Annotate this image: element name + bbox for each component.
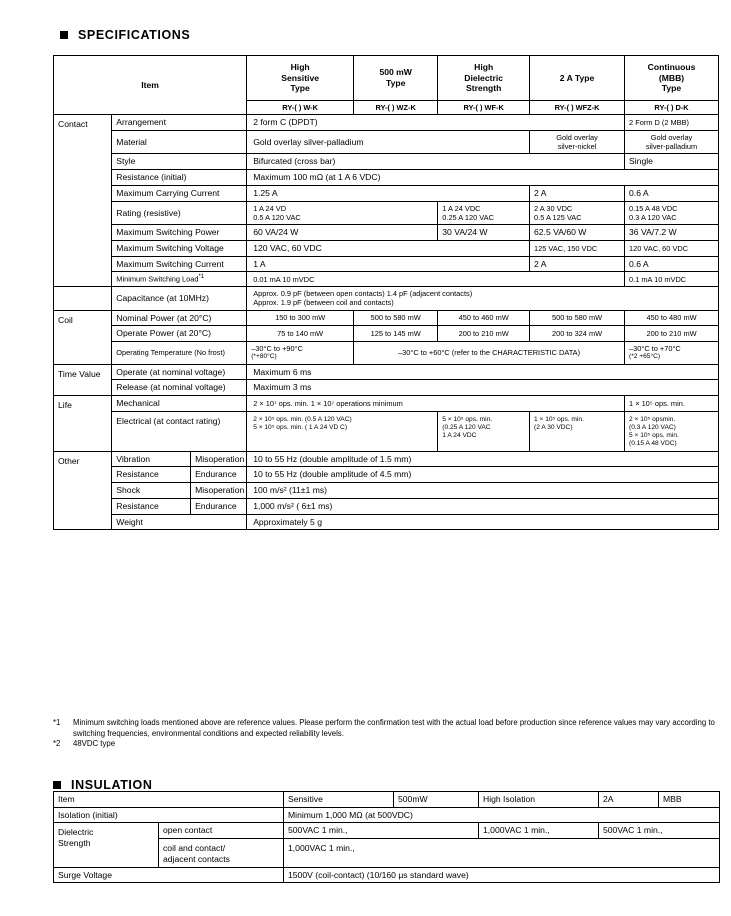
- specifications-table: [53, 55, 719, 530]
- ins-coil-contact-value: 1,000VAC 1 min.,: [284, 839, 720, 867]
- ins-dielectric-col-a: 500VAC 1 min.,: [284, 823, 479, 839]
- footnote-2-mark: *2: [53, 739, 61, 749]
- ins-dielectric-col-b: 1,000VAC 1 min.,: [479, 823, 599, 839]
- max-switching-current-col1-3: 1 A: [247, 256, 530, 272]
- header-col5-line1: Continuous: [647, 61, 696, 72]
- header-col1-line3: Type: [290, 83, 310, 94]
- header-col3-line1: High: [474, 61, 494, 72]
- vibration-endurance-value: 10 to 55 Hz (double amplitude of 4.5 mm): [247, 467, 719, 483]
- row-label-max-carrying-current: Maximum Carrying Current: [112, 185, 247, 201]
- ins-header-item: Item: [54, 792, 284, 808]
- header-col1-line2: Sensitive: [281, 72, 320, 83]
- op-temp-col1-l1: –30°C to +90°C: [251, 344, 303, 354]
- group-coil: Coil: [54, 310, 112, 364]
- arrangement-value-mbb: 2 Form D (2 MBB): [625, 115, 719, 131]
- insulation-heading-label: INSULATION: [71, 778, 153, 792]
- min-switching-load-label: Minimum Switching Load: [116, 274, 199, 284]
- coil-contact-l2: adjacent contacts: [163, 853, 230, 864]
- electrical-col1-2: [247, 411, 438, 451]
- row-label-mechanical: Mechanical: [112, 396, 247, 412]
- row-label-style: Style: [112, 154, 247, 170]
- electrical-col3-l3: 1 A 24 VDC: [442, 432, 477, 440]
- row-label-vibration-misoperation: Misoperation: [191, 451, 247, 467]
- specifications-heading: [60, 28, 190, 42]
- min-switching-load-sup: *1: [198, 274, 205, 281]
- min-switching-load-col1-4: 0.01 mA 10 mVDC: [247, 272, 625, 287]
- table-row: [54, 115, 719, 131]
- part-number-w-k: RY-( ) W-K: [247, 101, 354, 115]
- row-label-vibration-resistance: Resistance: [112, 467, 191, 483]
- table-row: [54, 225, 719, 241]
- rating-col4-l1: 2 A 30 VDC: [534, 203, 573, 213]
- operate-power-col5: 200 to 210 mW: [625, 326, 719, 342]
- max-switching-power-col4: 62.5 VA/60 W: [530, 225, 625, 241]
- ins-sublabel-open-contact: open contact: [159, 823, 284, 839]
- row-label-release-nominal: Release (at nominal voltage): [112, 380, 247, 396]
- rating-col5-l1: 0.15 A 48 VDC: [629, 203, 678, 213]
- specifications-heading-label: SPECIFICATIONS: [78, 28, 191, 42]
- group-life: Life: [54, 396, 112, 452]
- table-row: [54, 467, 719, 483]
- row-label-operate-power: Operate Power (at 20°C): [112, 326, 247, 342]
- table-row: [54, 272, 719, 287]
- op-temp-col5-l2: (*2 +65°C): [629, 353, 661, 361]
- dielectric-label-l1: Dielectric: [58, 827, 94, 838]
- table-row: [54, 154, 719, 170]
- rating-col4-l2: 0.5 A 125 VAC: [534, 212, 582, 222]
- operate-power-col3: 200 to 210 mW: [438, 326, 530, 342]
- table-row: [54, 514, 719, 530]
- operating-temperature-col2-4: –30°C to +60°C (refer to the CHARACTERISTIC DATA): [354, 342, 625, 364]
- row-label-resistance-initial: Resistance (initial): [112, 170, 247, 186]
- material-value: Gold overlay silver-palladium: [247, 130, 530, 154]
- ins-dielectric-col-c: 500VAC 1 min.,: [599, 823, 720, 839]
- nominal-power-col3: 450 to 460 mW: [438, 310, 530, 326]
- table-row: [54, 310, 719, 326]
- table-row: [54, 287, 719, 311]
- electrical-col5-l1: 2 × 10⁵ opsmin.: [629, 415, 676, 423]
- table-header-row: [54, 56, 719, 101]
- header-col-500mw: [354, 56, 438, 101]
- part-number-d-k: RY-( ) D-K: [625, 101, 719, 115]
- ins-row-label-surge-voltage: Surge Voltage: [54, 867, 284, 883]
- max-switching-power-col3: 30 VA/24 W: [438, 225, 530, 241]
- header-item: Item: [54, 56, 247, 115]
- row-label-operating-temperature: Operating Temperature (No frost): [112, 342, 247, 364]
- material-mbb-l2: silver-palladium: [645, 142, 698, 152]
- rating-col1-2: [247, 201, 438, 225]
- table-row: [54, 130, 719, 154]
- mechanical-col5: 1 × 10⁵ ops. min.: [625, 396, 719, 412]
- row-label-vibration-endurance: Endurance: [191, 467, 247, 483]
- operate-power-col1: 75 to 140 mW: [247, 326, 354, 342]
- electrical-col1-2-l2: 5 × 10⁵ ops. min. ( 1 A 24 VD C): [253, 424, 348, 431]
- table-row: [54, 498, 719, 514]
- operate-power-col4: 200 to 324 mW: [530, 326, 625, 342]
- header-col-continuous-mbb: [625, 56, 719, 101]
- table-row: [54, 342, 719, 364]
- electrical-col4: [530, 411, 625, 451]
- electrical-col5: [625, 411, 719, 451]
- insulation-heading: [53, 778, 152, 792]
- square-bullet-icon: [53, 781, 61, 789]
- table-row: [54, 867, 720, 883]
- arrangement-value: 2 form C (DPDT): [247, 115, 625, 131]
- shock-misoperation-value: 100 m/s² (11±1 ms): [247, 483, 719, 499]
- rating-col5-l2: 0.3 A 120 VAC: [629, 212, 677, 222]
- nominal-power-col1: 150 to 300 mW: [247, 310, 354, 326]
- material-2a-l2: silver-nickel: [557, 142, 597, 152]
- row-label-material: Material: [112, 130, 247, 154]
- material-mbb-l1: Gold overlay: [650, 132, 693, 142]
- capacitance-line2: Approx. 1.9 pF (between coil and contacts): [253, 298, 394, 308]
- part-number-wf-k: RY-( ) WF-K: [438, 101, 530, 115]
- row-label-shock-misoperation: Misoperation: [191, 483, 247, 499]
- rating-col1-2-l2: 0.5 A 120 VAC: [253, 212, 301, 222]
- ins-sublabel-coil-and-contact: [159, 839, 284, 867]
- weight-value: Approximately 5 g: [247, 514, 719, 530]
- row-label-max-switching-current: Maximum Switching Current: [112, 256, 247, 272]
- nominal-power-col4: 500 to 580 mW: [530, 310, 625, 326]
- nominal-power-col5: 450 to 480 mW: [625, 310, 719, 326]
- row-label-weight: Weight: [112, 514, 247, 530]
- max-switching-power-col5: 36 VA/7.2 W: [625, 225, 719, 241]
- operate-nominal-value: Maximum 6 ms: [247, 364, 719, 380]
- style-value-mbb: Single: [625, 154, 719, 170]
- row-label-nominal-power: Nominal Power (at 20°C): [112, 310, 247, 326]
- min-switching-load-col5: 0.1 mA 10 mVDC: [625, 272, 719, 287]
- rating-col4: [530, 201, 625, 225]
- group-time-value: Time Value: [54, 364, 112, 395]
- header-col3-line2: Dielectric: [464, 72, 503, 83]
- shock-endurance-value: 1,000 m/s² ( 6±1 ms): [247, 498, 719, 514]
- table-row: [54, 823, 720, 839]
- footnote-1-mark: *1: [53, 718, 61, 727]
- material-2a-l1: Gold overlay: [556, 132, 598, 142]
- electrical-col3-l1: 5 × 10⁵ ops. min.: [442, 415, 493, 423]
- part-number-wz-k: RY-( ) WZ-K: [354, 101, 438, 115]
- max-carrying-current-mbb: 0.6 A: [625, 185, 719, 201]
- op-temp-col5-l1: –30°C to +70°C: [629, 344, 681, 354]
- group-other: Other: [54, 451, 112, 530]
- release-nominal-value: Maximum 3 ms: [247, 380, 719, 396]
- max-switching-current-col5: 0.6 A: [625, 256, 719, 272]
- rating-col5: [625, 201, 719, 225]
- footnotes: [53, 718, 725, 750]
- row-label-shock-endurance: Endurance: [191, 498, 247, 514]
- insulation-header-row: [54, 792, 720, 808]
- group-contact-capacitance-spacer: [54, 287, 112, 311]
- header-col-high-dielectric: [438, 56, 530, 101]
- table-row: [54, 396, 719, 412]
- table-row: [54, 326, 719, 342]
- material-value-mbb: [625, 130, 719, 154]
- row-label-rating-resistive: Rating (resistive): [112, 201, 247, 225]
- electrical-col3-l2: (0.25 A 120 VAC: [442, 424, 491, 431]
- electrical-col5-l2: (0.3 A 120 VAC): [629, 424, 676, 431]
- max-switching-power-col1-2: 60 VA/24 W: [247, 225, 438, 241]
- row-label-operate-nominal: Operate (at nominal voltage): [112, 364, 247, 380]
- group-contact: Contact: [54, 115, 112, 287]
- table-row: [54, 240, 719, 256]
- ins-header-2a: 2A: [599, 792, 659, 808]
- max-switching-voltage-col1-3: 120 VAC, 60 VDC: [247, 240, 530, 256]
- header-col3-line3: Strength: [465, 83, 502, 94]
- rating-col3-l2: 0.25 A 120 VAC: [442, 212, 494, 222]
- row-label-electrical: Electrical (at contact rating): [112, 411, 247, 451]
- rating-col3-l1: 1 A 24 VDC: [442, 203, 481, 213]
- table-row: [54, 483, 719, 499]
- electrical-col5-l3: 5 × 10⁵ ops. min.: [629, 432, 679, 440]
- table-row: [54, 185, 719, 201]
- row-label-max-switching-power: Maximum Switching Power: [112, 225, 247, 241]
- row-label-shock: Shock: [112, 483, 191, 499]
- electrical-col3: [438, 411, 530, 451]
- table-row: [54, 201, 719, 225]
- square-bullet-icon: [60, 31, 68, 39]
- table-row: [54, 451, 719, 467]
- row-label-min-switching-load: [112, 272, 247, 287]
- footnote-1: [53, 718, 725, 739]
- table-row: [54, 256, 719, 272]
- capacitance-line1: Approx. 0.9 pF (between open contacts) 1.4 pF (adjacent contacts): [253, 289, 473, 299]
- max-carrying-current-2a: 2 A: [530, 185, 625, 201]
- nominal-power-col2: 500 to 580 mW: [354, 310, 438, 326]
- electrical-col4-l1: 1 × 10⁵ ops. min.: [534, 415, 584, 423]
- ins-row-label-isolation: Isolation (initial): [54, 807, 284, 823]
- row-label-capacitance: Capacitance (at 10MHz): [112, 287, 247, 311]
- rating-col3: [438, 201, 530, 225]
- electrical-col4-l2: (2 A 30 VDC): [534, 424, 573, 431]
- part-number-wfz-k: RY-( ) WFZ-K: [530, 101, 625, 115]
- row-label-arrangement: Arrangement: [112, 115, 247, 131]
- table-row: [54, 807, 720, 823]
- table-row: [54, 364, 719, 380]
- row-label-max-switching-voltage: Maximum Switching Voltage: [112, 240, 247, 256]
- header-col5-line2: (MBB): [658, 72, 685, 83]
- ins-row-label-dielectric-strength: [54, 823, 159, 867]
- vibration-misoperation-value: 10 to 55 Hz (double amplitude of 1.5 mm): [247, 451, 719, 467]
- op-temp-col1-l2: (*+80°C): [251, 353, 277, 361]
- header-col-2a: [530, 56, 625, 101]
- footnote-2: [53, 739, 725, 750]
- electrical-col5-l4: (0.15 A 48 VDC): [629, 440, 677, 448]
- header-col2-line2: Type: [385, 78, 406, 88]
- table-row: [54, 170, 719, 186]
- mechanical-col1-4: 2 × 10⁷ ops. min. 1 × 10⁷ operations minimum: [247, 396, 625, 412]
- ins-header-mbb: MBB: [659, 792, 720, 808]
- ins-header-sensitive: Sensitive: [284, 792, 394, 808]
- header-col1-line1: High: [290, 61, 310, 72]
- electrical-col1-2-l1: 2 × 10⁵ ops. min. (0.5 A 120 VAC): [253, 415, 352, 423]
- header-col-high-sensitive: [247, 56, 354, 101]
- ins-isolation-value: Minimum 1,000 MΩ (at 500VDC): [284, 807, 720, 823]
- operating-temperature-col1: [247, 342, 354, 364]
- operate-power-col2: 125 to 145 mW: [354, 326, 438, 342]
- style-value: Bifurcated (cross bar): [247, 154, 625, 170]
- max-carrying-current-value: 1.25 A: [247, 185, 530, 201]
- header-col5-line3: Type: [661, 83, 682, 94]
- dielectric-label-l2: Strength: [58, 838, 91, 849]
- resistance-initial-value: Maximum 100 mΩ (at 1 A 6 VDC): [247, 170, 719, 186]
- coil-contact-l1: coil and contact/: [163, 843, 226, 854]
- ins-header-500mw: 500mW: [394, 792, 479, 808]
- table-row: [54, 380, 719, 396]
- header-col2-line1: 500 mW: [379, 67, 412, 78]
- table-row: [54, 411, 719, 451]
- max-switching-current-col4: 2 A: [530, 256, 625, 272]
- rating-col1-2-l1: 1 A 24 VD: [253, 203, 287, 213]
- capacitance-value: [247, 287, 719, 311]
- ins-header-high-isolation: High Isolation: [479, 792, 599, 808]
- row-label-shock-resistance: Resistance: [112, 498, 191, 514]
- row-label-vibration: Vibration: [112, 451, 191, 467]
- operating-temperature-col5: [625, 342, 719, 364]
- max-switching-voltage-col5: 120 VAC, 60 VDC: [625, 240, 719, 256]
- max-switching-voltage-col4: 125 VAC, 150 VDC: [530, 240, 625, 256]
- material-value-2a: [530, 130, 625, 154]
- ins-surge-voltage-value: 1500V (coil-contact) (10/160 μs standard wave): [284, 867, 720, 883]
- footnote-1-text: Minimum switching loads mentioned above are reference values. Please perform the confirmation test with the actual load before production since reference values may vary according to switching frequencies, environmental conditions and expected reliability levels.: [73, 718, 715, 738]
- insulation-table: [53, 791, 720, 883]
- header-col4-line1: 2 A Type: [559, 72, 595, 83]
- footnote-2-text: 48VDC type: [73, 739, 116, 749]
